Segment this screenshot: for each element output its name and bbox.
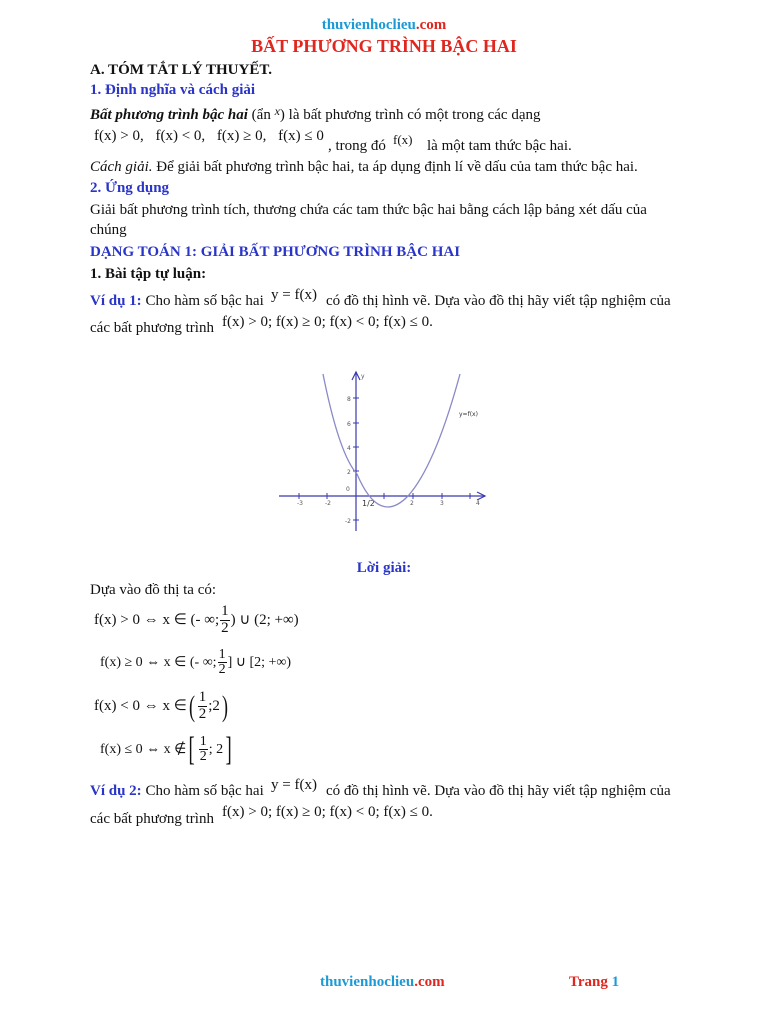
x-tick-label: 3 [440, 500, 444, 507]
form-2: f(x) < 0, [155, 128, 206, 144]
y-tick-label: -2 [345, 518, 351, 525]
page-number-value: 1 [611, 974, 620, 990]
example-1-label: Ví dụ 1: [90, 293, 142, 309]
x-tick-label: -3 [297, 500, 303, 507]
site-domain: .com [415, 17, 447, 33]
solution-line-4 [100, 732, 234, 768]
solution-intro: Dựa vào đồ thị ta có: [90, 582, 217, 598]
example-1-function: y = f(x) [271, 287, 317, 303]
solution-rhs: ; 2 [208, 742, 224, 757]
form-1: f(x) > 0, [94, 128, 144, 144]
subsection-application: 2. Ứng dụng [90, 180, 170, 196]
x-tick-label: 2 [410, 500, 414, 507]
method-line [90, 159, 638, 176]
y-tick-label: 8 [347, 396, 351, 403]
solution-line-3 [94, 688, 230, 724]
forms-suffix: , trong đó [328, 138, 386, 154]
y-tick-label: 2 [347, 469, 351, 476]
fraction [218, 648, 227, 678]
definition-text: (ẩn [247, 107, 275, 123]
forms-tail: là một tam thức bậc hai. [427, 138, 572, 154]
solution-rhs: ;2 [208, 698, 220, 714]
solution-line-2 [100, 645, 291, 681]
numerator: 1 [221, 603, 229, 620]
parabola-graph [275, 366, 495, 536]
footer-site-domain: .com [414, 974, 445, 990]
footer-site-name: thuvienhoclieu [320, 974, 415, 990]
curve-label: y=f(x) [459, 411, 478, 418]
x-tick-label: 4 [476, 500, 480, 507]
solution-lhs: f(x) > 0 ⇔ x ∈ (- ∞; [94, 612, 220, 628]
page-number [569, 974, 619, 991]
dang-toan-heading: DẠNG TOÁN 1: GIẢI BẤT PHƯƠNG TRÌNH BẬC HAI [90, 244, 461, 260]
application-text-1: Giải bất phương trình tích, thương chứa các tam thức bậc hai bằng cách lập bảng xét dấu của [90, 202, 647, 218]
example-2-line-1 [90, 783, 264, 800]
fx-label: f(x) [393, 132, 413, 147]
form-3: f(x) ≥ 0, [216, 128, 267, 144]
origin-label: 0 [346, 486, 350, 493]
solution-lhs: f(x) ≥ 0 ⇔ x ∈ (- ∞; [100, 655, 217, 670]
numerator: 1 [198, 689, 207, 706]
fraction [198, 690, 208, 723]
exercise-subheading: 1. Bài tập tự luận: [90, 266, 207, 282]
example-1-text-a: Cho hàm số bậc hai [141, 293, 264, 309]
denominator: 2 [198, 706, 207, 723]
site-header [0, 17, 768, 34]
root-label: 1/2 [362, 499, 375, 508]
solution-rhs: ) ∪ (2; +∞) [230, 612, 299, 628]
right-bracket: ] [225, 730, 232, 768]
example-2-label: Ví dụ 2: [90, 783, 142, 799]
solution-lhs: f(x) < 0 ⇔ x ∈ [94, 698, 187, 714]
page-label: Trang [569, 974, 608, 990]
x-tick-label: -2 [325, 500, 331, 507]
solution-rhs: ] ∪ [2; +∞) [227, 655, 292, 670]
subsection-definition: 1. Định nghĩa và cách giải [90, 82, 256, 98]
method-text: Để giải bất phương trình bậc hai, ta áp dụng định lí về dấu của tam thức bậc hai. [152, 159, 638, 175]
left-paren: ( [188, 689, 195, 723]
solution-heading: Lời giải: [356, 560, 412, 576]
solution-lhs: f(x) ≤ 0 ⇔ x ∉ [100, 742, 187, 757]
definition-line [90, 104, 540, 124]
example-2-text-a: Cho hàm số bậc hai [141, 783, 264, 799]
y-tick-label: 6 [347, 421, 351, 428]
example-1-inequalities: f(x) > 0; f(x) ≥ 0; f(x) < 0; f(x) ≤ 0. [222, 314, 433, 330]
example-2-inequalities: f(x) > 0; f(x) ≥ 0; f(x) < 0; f(x) ≤ 0. [222, 804, 433, 820]
variable-x: x [274, 104, 280, 118]
example-2-text-c: các bất phương trình [90, 811, 214, 827]
inequality-forms [94, 128, 324, 145]
denominator: 2 [221, 620, 229, 637]
definition-text-2: ) là bất phương trình có một trong các dạng [279, 107, 541, 123]
definition-term: Bất phương trình bậc hai [90, 107, 248, 123]
left-bracket: [ [188, 730, 196, 768]
method-label: Cách giải. [90, 159, 153, 175]
example-2-text-b: có đồ thị hình vẽ. Dựa vào đồ thị hãy viết tập nghiệm của [326, 783, 671, 799]
numerator: 1 [199, 733, 207, 749]
site-name: thuvienhoclieu [321, 17, 416, 33]
y-tick-label: 4 [347, 445, 351, 452]
page-title: BẤT PHƯƠNG TRÌNH BẬC HAI [251, 36, 517, 56]
denominator: 2 [199, 749, 207, 765]
example-1-text-c: các bất phương trình [90, 320, 214, 336]
footer-site [320, 974, 445, 991]
example-1-text-b: có đồ thị hình vẽ. Dựa vào đồ thị hãy viết tập nghiệm của [326, 293, 671, 309]
parabola-curve [323, 374, 460, 507]
section-a-heading: A. TÓM TẮT LÝ THUYẾT. [90, 62, 272, 78]
form-4: f(x) ≤ 0 [278, 128, 324, 144]
y-axis-label: y [361, 373, 365, 380]
numerator: 1 [218, 646, 226, 662]
example-1-line-1 [90, 293, 264, 310]
right-paren: ) [221, 689, 228, 723]
fraction [199, 735, 208, 765]
application-text-2: chúng [90, 222, 127, 238]
fraction [220, 604, 230, 637]
solution-line-1 [94, 602, 299, 638]
denominator: 2 [218, 662, 226, 678]
example-2-function: y = f(x) [271, 777, 317, 793]
